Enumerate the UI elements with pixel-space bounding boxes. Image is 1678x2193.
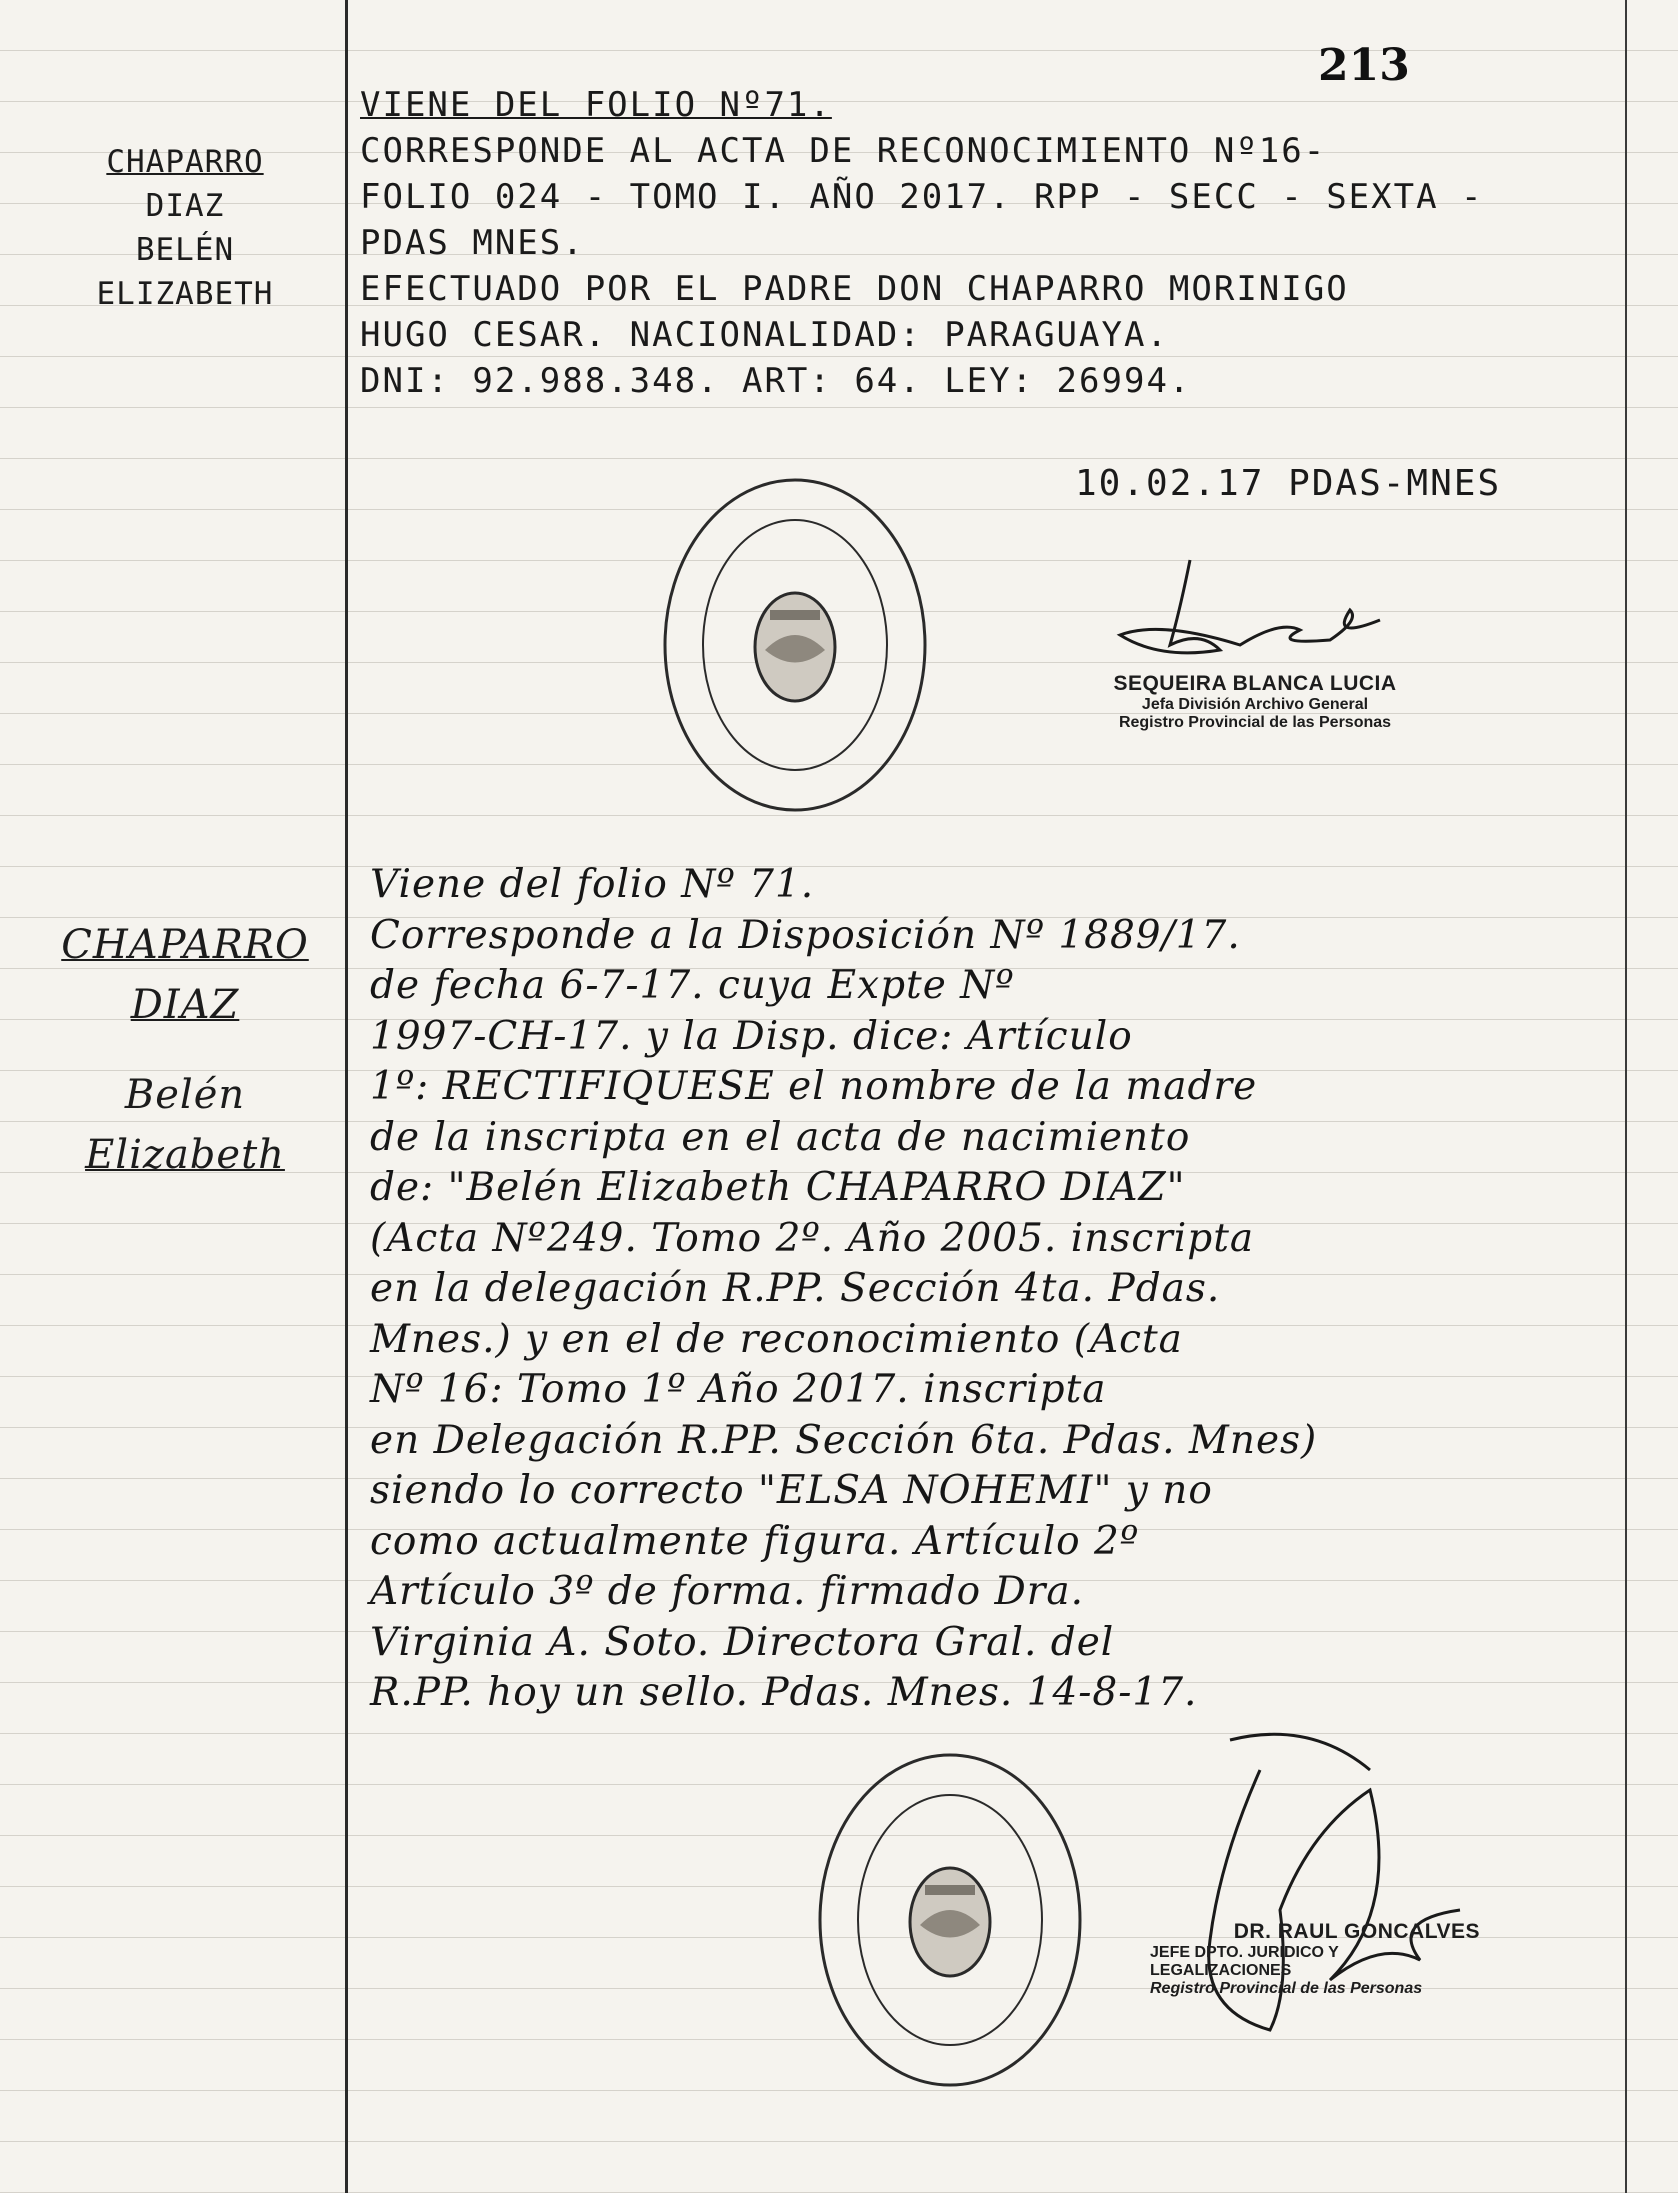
entry1-margin-names xyxy=(30,140,340,316)
official-name: SEQUEIRA BLANCA LUCIA xyxy=(1113,672,1397,695)
margin-given-name-1: Belén xyxy=(124,1072,246,1118)
entry-line: Nº 16: Tomo 1º Año 2017. inscripta xyxy=(370,1367,1107,1412)
entry-line: siendo lo correcto "ELSA NOHEMI" y no xyxy=(370,1468,1213,1513)
official-stamp-1 xyxy=(1090,672,1420,732)
entry-line: de la inscripta en el acta de nacimiento xyxy=(370,1114,1191,1160)
margin-given-name-2: ELIZABETH xyxy=(96,276,274,312)
entry1-date-place: 10.02.17 PDAS-MNES xyxy=(1075,463,1502,504)
entry-line: CORRESPONDE AL ACTA DE RECONOCIMIENTO Nº16- xyxy=(360,131,1327,171)
margin-surname-1: CHAPARRO xyxy=(106,144,264,180)
entry-line: VIENE DEL FOLIO Nº71. xyxy=(360,85,832,125)
margin-given-name-2: Elizabeth xyxy=(85,1132,285,1178)
official-title: JEFE DPTO. JURIDICO Y LEGALIZACIONES xyxy=(1150,1944,1339,1979)
official-stamp-2 xyxy=(1150,1920,1480,1998)
page-number: 213 xyxy=(1318,40,1410,91)
entry-line: (Acta Nº249. Tomo 2º. Año 2005. inscripta xyxy=(370,1215,1255,1261)
entry-line: de fecha 6-7-17. cuya Expte Nº xyxy=(370,963,1015,1008)
oval-seal-2 xyxy=(815,1750,1085,2090)
margin-given-name-1: BELÉN xyxy=(135,232,235,268)
entry2-text xyxy=(370,860,1630,1719)
entry-line: 1º: RECTIFIQUESE el nombre de la madre xyxy=(370,1064,1258,1109)
entry2-margin-names xyxy=(30,915,340,1185)
entry-line: Mnes.) y en el de reconocimiento (Acta xyxy=(370,1316,1183,1362)
entry-line: en Delegación R.PP. Sección 6ta. Pdas. Mnes) xyxy=(370,1417,1318,1463)
entry1-text xyxy=(360,82,1620,404)
entry-line: DNI: 92.988.348. ART: 64. LEY: 26994. xyxy=(360,361,1192,401)
entry-line: Artículo 3º de forma. firmado Dra. xyxy=(370,1569,1085,1614)
official-name: DR. RAUL GONCALVES xyxy=(1233,1920,1480,1943)
oval-seal-1 xyxy=(660,475,930,815)
entry-line: HUGO CESAR. NACIONALIDAD: PARAGUAYA. xyxy=(360,315,1169,355)
official-institution: Registro Provincial de las Personas xyxy=(1150,1980,1423,1997)
margin-surname-1: CHAPARRO xyxy=(61,922,309,968)
entry-line: en la delegación R.PP. Sección 4ta. Pdas. xyxy=(370,1266,1221,1311)
entry-line: PDAS MNES. xyxy=(360,223,585,263)
entry-line: Viene del folio Nº 71. xyxy=(370,862,815,907)
entry-line: R.PP. hoy un sello. Pdas. Mnes. 14-8-17. xyxy=(370,1670,1198,1715)
entry-line: Virginia A. Soto. Directora Gral. del xyxy=(370,1619,1115,1665)
entry-line: Corresponde a la Disposición Nº 1889/17. xyxy=(370,912,1241,958)
entry-line: de: "Belén Elizabeth CHAPARRO DIAZ" xyxy=(370,1165,1186,1210)
entry-line: FOLIO 024 - TOMO I. AÑO 2017. RPP - SECC - SEXTA - xyxy=(360,177,1484,217)
entry-line: 1997-CH-17. y la Disp. dice: Artículo xyxy=(370,1013,1133,1059)
official-institution: Registro Provincial de las Personas xyxy=(1118,714,1392,731)
signature-1 xyxy=(1100,550,1400,690)
margin-surname-2: DIAZ xyxy=(130,982,240,1028)
entry-line: EFECTUADO POR EL PADRE DON CHAPARRO MORINIGO xyxy=(360,269,1349,309)
official-title: Jefa División Archivo General xyxy=(1141,696,1369,713)
margin-rule xyxy=(345,0,348,2193)
entry-line: como actualmente figura. Artículo 2º xyxy=(370,1518,1140,1564)
margin-surname-2: DIAZ xyxy=(145,188,225,224)
